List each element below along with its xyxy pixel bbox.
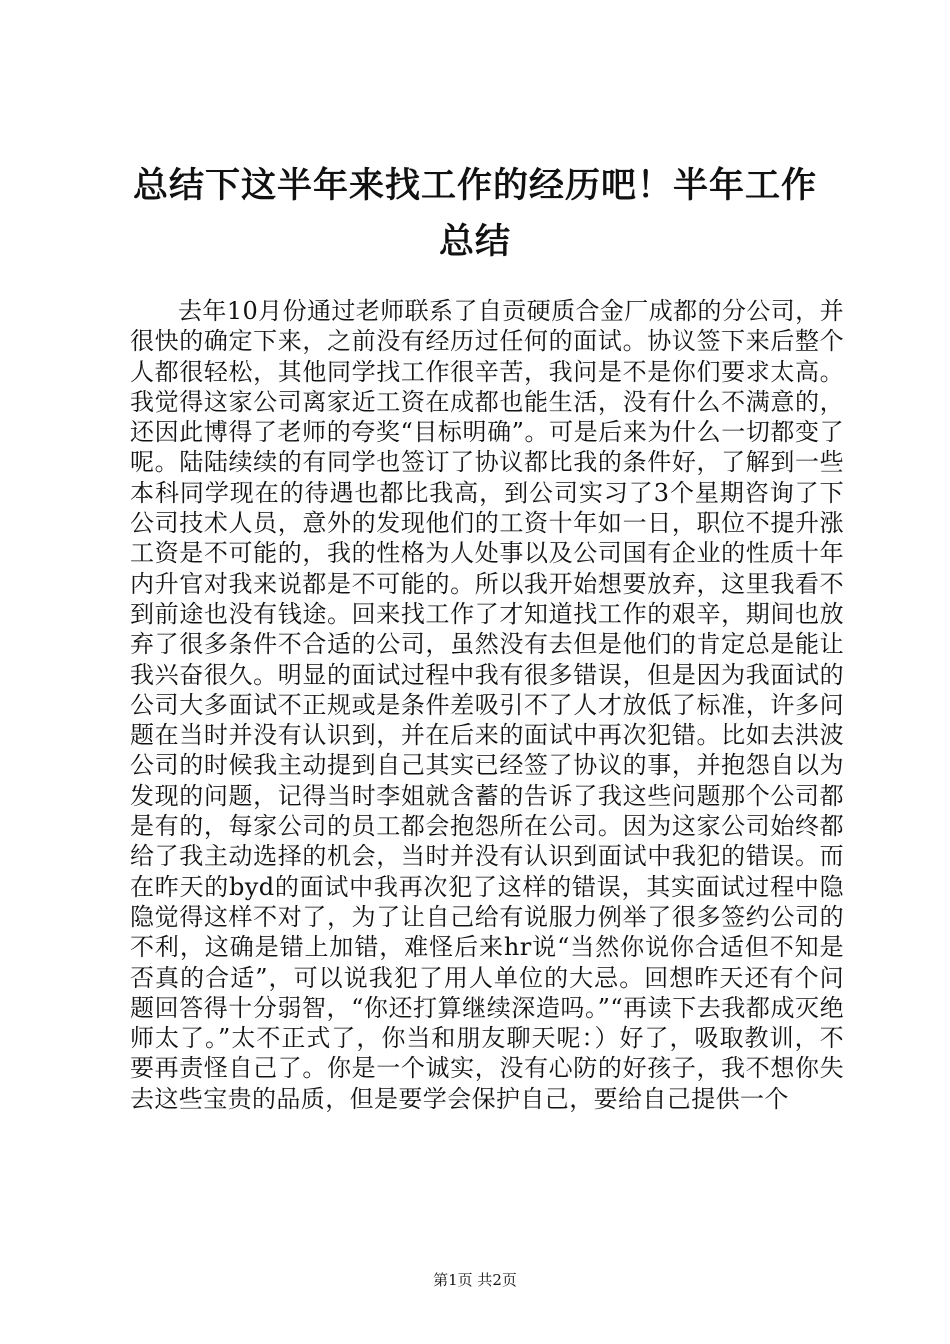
page-footer: 第1页 共2页 (433, 1271, 517, 1289)
document-title: 总结下这半年来找工作的经历吧！半年工作总结 (132, 166, 817, 262)
body-paragraph: 去年10月份通过老师联系了自贡硬质合金厂成都的分公司，并很快的确定下来，之前没有经历过任何的面试。协议签下来后整个人都很轻松，其他同学找工作很辛苦，我问是不是你们要求太高。我觉得这家公司离家近工资在成都也能生活，没有什么不满意的，还因此博得了老师的夸奖“目标明确”。可是后来为什么一切都变了呢。陆陆续续的有同学也签订了协议都比我的条件好，了解到一些本科同学现在的待遇也都比我高，到公司实习了3个星期咨询了下公司技术人员，意外的发现他们的工资十年如一日，职位不提升涨工资是不可能的，我的性格为人处事以及公司国有企业的性质十年内升官对我来说都是不可能的。所以我开始想要放弃，这里我看不到前途也没有钱途。回来找工作了才知道找工作的艰辛，期间也放弃了很多条件不合适的公司，虽然没有去但是他们的肯定总是能让我兴奋很久。明显的面试过程中我有很多错误，但是因为我面试的公司大多面试不正规或是条件差吸引不了人才放低了标准，许多问题在当时并没有认识到，并在后来的面试中再次犯错。比如去洪波公司的时候我主动提到自己其实已经签了协议的事，并抱怨自以为发现的问题，记得当时李姐就含蓄的告诉了我这些问题那个公司都是有的，每家公司的员工都会抱怨所在公司。因为这家公司始终都给了我主动选择的机会，当时并没有认识到面试中我犯的错误。而在昨天的byd的面试中我再次犯了这样的错误，其实面试过程中隐隐觉得这样不对了，为了让自己给有说服力例举了很多签约公司的不利，这确是错上加错，难怪后来hr说“当然你说你合适但不知是否真的合适”，可以说我犯了用人单位的大忌。回想昨天还有个问题回答得十分弱智，“你还打算继续深造吗。”“再读下去我都成灭绝师太了。”太不正式了，你当和朋友聊天呢：）好了，吸取教训，不要再责怪自己了。你是一个诚实，没有心防的好孩子，我不想你失去这些宝贵的品质，但是要学会保护自己，要给自己提供一个 (130, 297, 844, 1113)
